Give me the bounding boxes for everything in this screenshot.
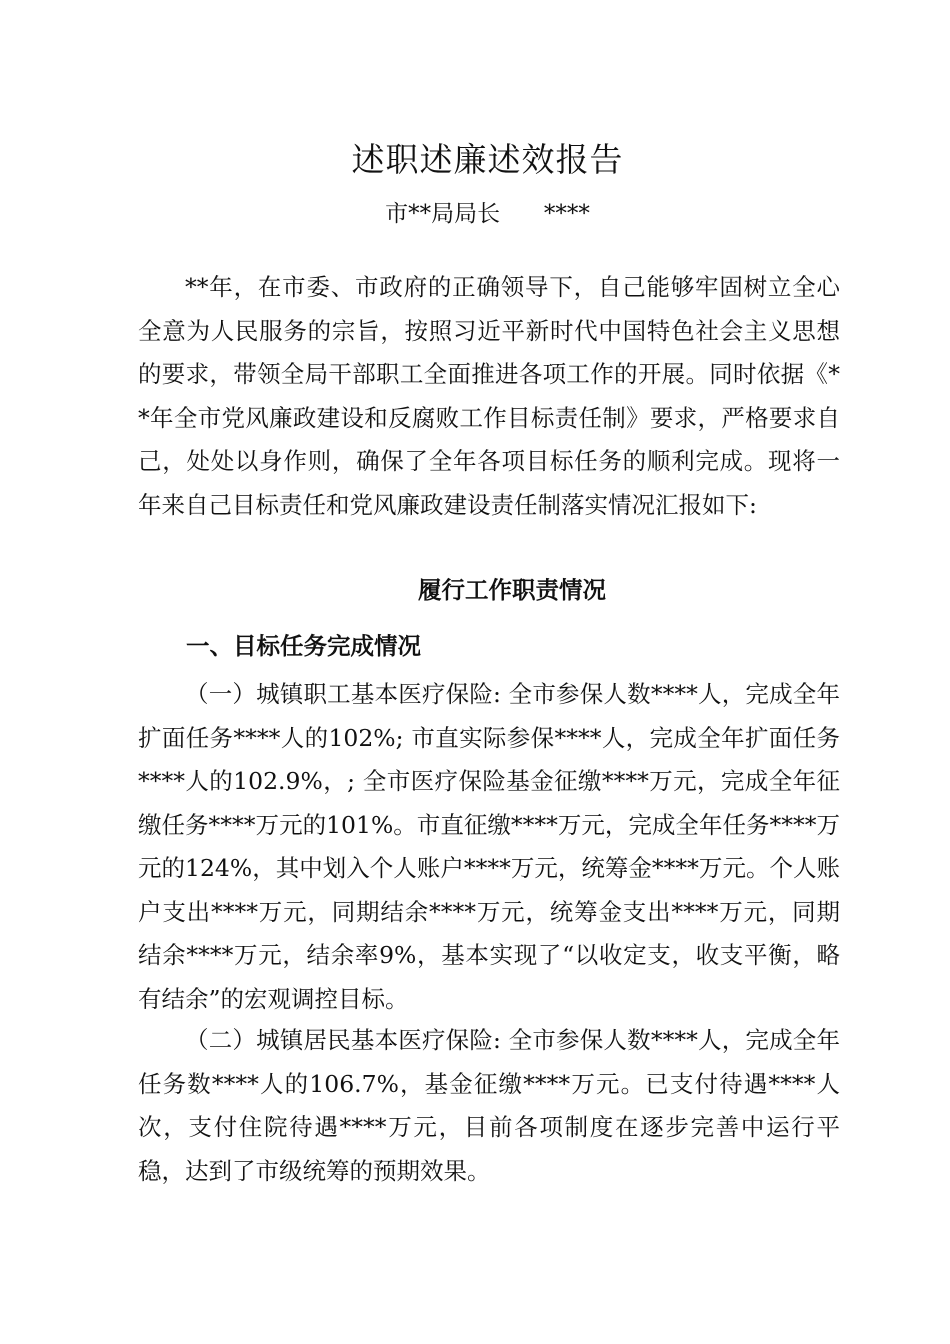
document-title: 述职述廉述效报告 [351, 140, 624, 179]
paragraph-employee-insurance: （一）城镇职工基本医疗保险: 全市参保人数****人，完成全年扩面任务****人的102%; 市直实际参保****人，完成全年扩面任务****人的102.9%，; 全市医疗保险基金征缴****万元，完成全年征缴任务****万元的101%。市直征缴****万元，完成全年任务****万元的124%，其中划入个人账户****万元，统筹金****万元。个人账户支出****万元，同期结余****万元，统筹金支出****万元，同期结余****万元，结余率9%，基本实现了“以收定支，收支平衡，略有结余”的宏观调控目标。 [138, 680, 840, 1013]
author-byline: 市**局局长 **** [385, 201, 590, 227]
intro-paragraph: **年，在市委、市政府的正确领导下，自己能够牢固树立全心全意为人民服务的宗旨，按照习近平新时代中国特色社会主义思想的要求，带领全局干部职工全面推进各项工作的开展。同时依据《**年全市党风廉政建设和反腐败工作目标责任制》要求，严格要求自己，处处以身作则，确保了全年各项目标任务的顺利完成。现将一年来自己目标责任和党风廉政建设责任制落实情况汇报如下: [138, 273, 840, 519]
sub-heading: 一、目标任务完成情况 [186, 632, 421, 660]
section-heading: 履行工作职责情况 [418, 576, 606, 604]
paragraph-resident-insurance: （二）城镇居民基本医疗保险: 全市参保人数****人，完成全年任务数****人的106.7%，基金征缴****万元。已支付待遇****人次，支付住院待遇****万元，目前各项制度在逐步完善中运行平稳，达到了市级统筹的预期效果。 [138, 1026, 840, 1185]
